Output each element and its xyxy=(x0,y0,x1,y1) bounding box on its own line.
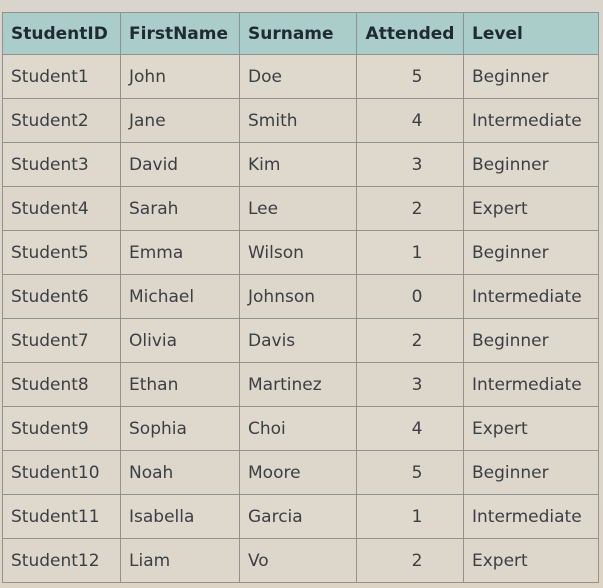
student-attendance-table xyxy=(2,12,599,583)
cell-first-name: Liam xyxy=(121,539,240,583)
table-row xyxy=(3,55,599,99)
cell-student-id: Student6 xyxy=(3,275,121,319)
cell-surname: Davis xyxy=(240,319,357,363)
cell-level: Beginner xyxy=(464,231,599,275)
table-row xyxy=(3,539,599,583)
cell-attended: 3 xyxy=(357,363,464,407)
column-header-student-id: StudentID xyxy=(3,13,121,55)
column-header-first-name: FirstName xyxy=(121,13,240,55)
column-header-attended: Attended xyxy=(357,13,464,55)
cell-level: Intermediate xyxy=(464,495,599,539)
cell-attended: 2 xyxy=(357,539,464,583)
cell-surname: Vo xyxy=(240,539,357,583)
cell-attended: 2 xyxy=(357,319,464,363)
cell-level: Expert xyxy=(464,187,599,231)
cell-level: Intermediate xyxy=(464,275,599,319)
header-row xyxy=(3,13,599,55)
cell-student-id: Student8 xyxy=(3,363,121,407)
table-row xyxy=(3,407,599,451)
table-body xyxy=(3,55,599,583)
cell-attended: 4 xyxy=(357,99,464,143)
cell-surname: Smith xyxy=(240,99,357,143)
cell-attended: 5 xyxy=(357,451,464,495)
cell-attended: 4 xyxy=(357,407,464,451)
cell-attended: 2 xyxy=(357,187,464,231)
cell-surname: Moore xyxy=(240,451,357,495)
table-header xyxy=(3,13,599,55)
cell-level: Expert xyxy=(464,539,599,583)
cell-student-id: Student5 xyxy=(3,231,121,275)
cell-student-id: Student11 xyxy=(3,495,121,539)
cell-surname: Martinez xyxy=(240,363,357,407)
cell-level: Beginner xyxy=(464,451,599,495)
cell-attended: 1 xyxy=(357,495,464,539)
cell-attended: 3 xyxy=(357,143,464,187)
cell-level: Intermediate xyxy=(464,99,599,143)
cell-first-name: Sarah xyxy=(121,187,240,231)
cell-student-id: Student1 xyxy=(3,55,121,99)
table-row xyxy=(3,143,599,187)
table-row xyxy=(3,451,599,495)
cell-first-name: Jane xyxy=(121,99,240,143)
cell-surname: Doe xyxy=(240,55,357,99)
cell-level: Beginner xyxy=(464,319,599,363)
cell-first-name: John xyxy=(121,55,240,99)
table-row xyxy=(3,319,599,363)
table-row xyxy=(3,275,599,319)
cell-first-name: Isabella xyxy=(121,495,240,539)
cell-surname: Garcia xyxy=(240,495,357,539)
cell-surname: Wilson xyxy=(240,231,357,275)
cell-attended: 5 xyxy=(357,55,464,99)
column-header-level: Level xyxy=(464,13,599,55)
table-row xyxy=(3,187,599,231)
cell-student-id: Student7 xyxy=(3,319,121,363)
column-header-surname: Surname xyxy=(240,13,357,55)
cell-student-id: Student2 xyxy=(3,99,121,143)
cell-level: Intermediate xyxy=(464,363,599,407)
cell-first-name: Michael xyxy=(121,275,240,319)
cell-first-name: Noah xyxy=(121,451,240,495)
cell-student-id: Student9 xyxy=(3,407,121,451)
cell-surname: Kim xyxy=(240,143,357,187)
cell-first-name: Ethan xyxy=(121,363,240,407)
table-row xyxy=(3,495,599,539)
cell-attended: 0 xyxy=(357,275,464,319)
cell-surname: Johnson xyxy=(240,275,357,319)
cell-surname: Choi xyxy=(240,407,357,451)
cell-student-id: Student4 xyxy=(3,187,121,231)
cell-level: Beginner xyxy=(464,55,599,99)
table-row xyxy=(3,99,599,143)
cell-attended: 1 xyxy=(357,231,464,275)
cell-surname: Lee xyxy=(240,187,357,231)
cell-first-name: Emma xyxy=(121,231,240,275)
cell-student-id: Student12 xyxy=(3,539,121,583)
cell-student-id: Student10 xyxy=(3,451,121,495)
cell-first-name: Sophia xyxy=(121,407,240,451)
cell-level: Beginner xyxy=(464,143,599,187)
cell-first-name: David xyxy=(121,143,240,187)
table-row xyxy=(3,231,599,275)
cell-first-name: Olivia xyxy=(121,319,240,363)
cell-level: Expert xyxy=(464,407,599,451)
table-row xyxy=(3,363,599,407)
cell-student-id: Student3 xyxy=(3,143,121,187)
